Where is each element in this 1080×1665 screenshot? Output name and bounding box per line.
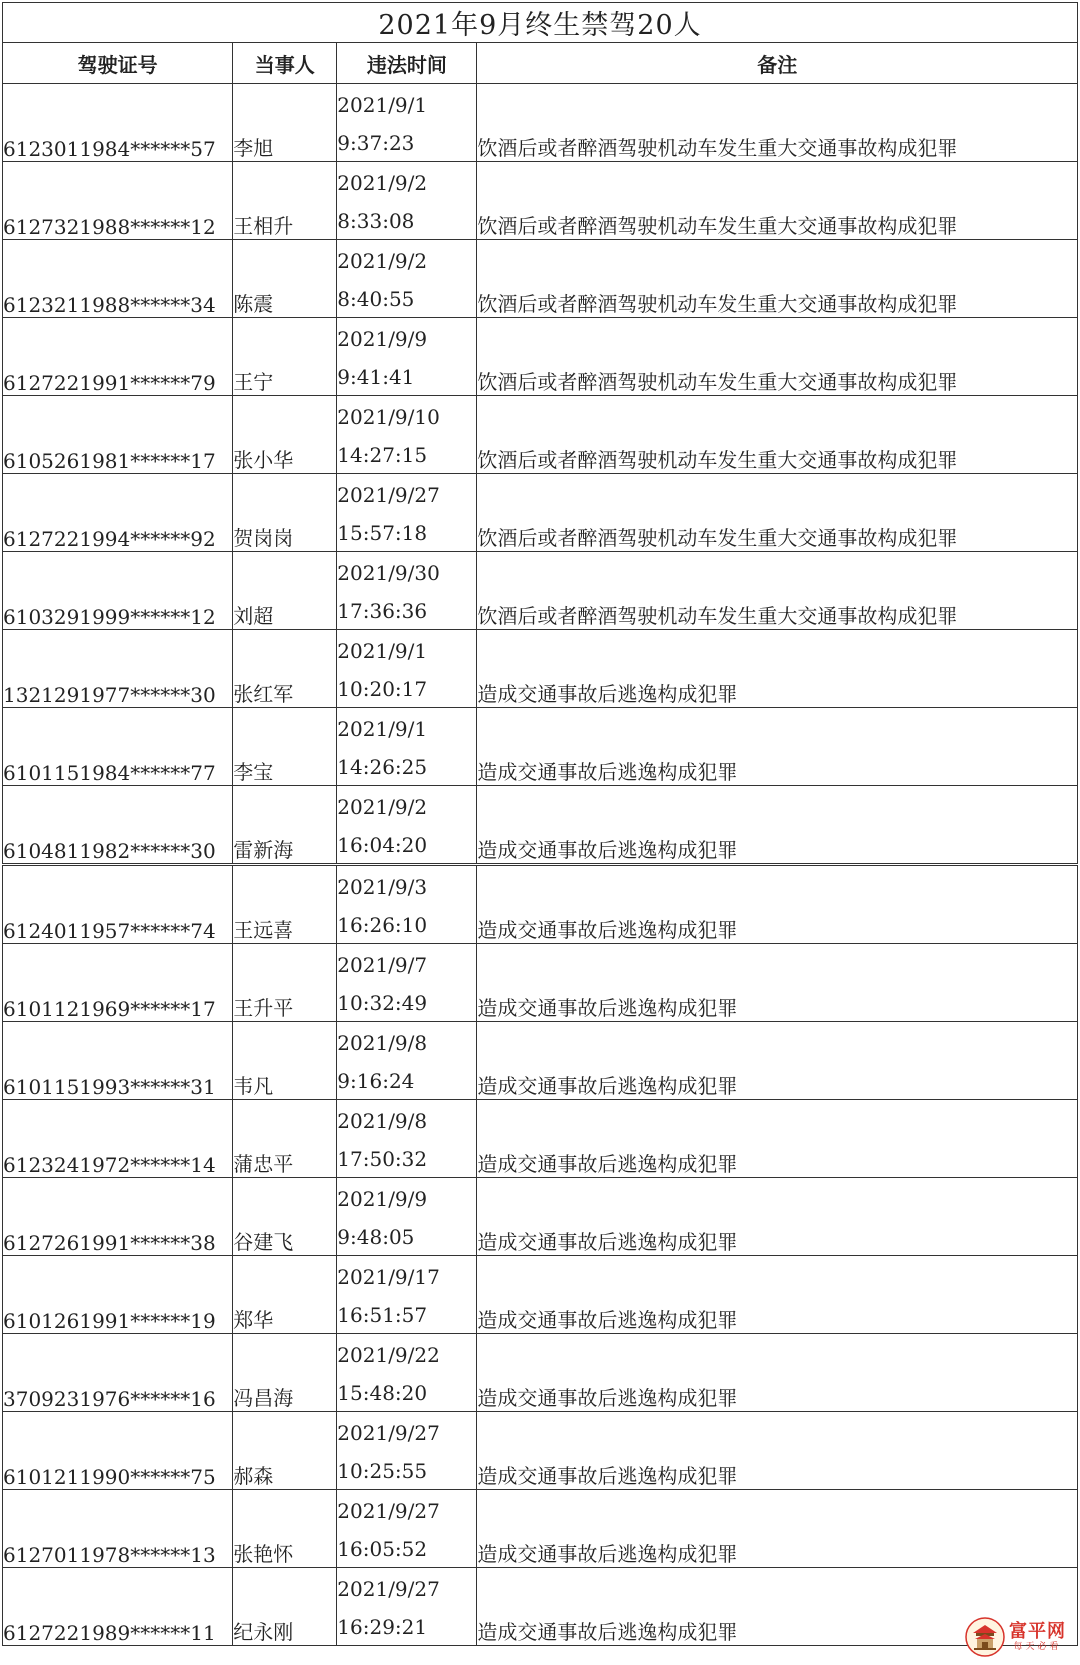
remarks-cell: 造成交通事故后逃逸构成犯罪	[477, 630, 1078, 708]
remarks-cell: 饮酒后或者醉酒驾驶机动车发生重大交通事故构成犯罪	[477, 396, 1078, 474]
violation-clock-time: 9:16:24	[337, 1069, 415, 1093]
table-row	[3, 630, 1078, 708]
remarks-cell: 造成交通事故后逃逸构成犯罪	[477, 1412, 1078, 1490]
table-row	[3, 84, 1078, 162]
remarks-cell: 造成交通事故后逃逸构成犯罪	[477, 786, 1078, 865]
party-name-cell: 蒲忠平	[233, 1100, 337, 1178]
violation-time-cell	[337, 865, 477, 944]
party-name-cell: 雷新海	[233, 786, 337, 865]
violation-clock-time: 16:26:10	[337, 913, 428, 937]
remarks-cell: 造成交通事故后逃逸构成犯罪	[477, 1100, 1078, 1178]
violation-clock-time: 15:57:18	[337, 521, 428, 545]
violation-time-cell	[337, 84, 477, 162]
table-row	[3, 1334, 1078, 1412]
license-number-cell: 6123211988******34	[3, 240, 233, 318]
violation-clock-time: 17:50:32	[337, 1147, 428, 1171]
violation-date: 2021/9/17	[337, 1265, 440, 1289]
party-name-cell: 张红军	[233, 630, 337, 708]
violation-date: 2021/9/27	[337, 1577, 440, 1601]
remarks-cell: 造成交通事故后逃逸构成犯罪	[477, 1022, 1078, 1100]
party-name-cell: 王宁	[233, 318, 337, 396]
party-name-cell: 陈震	[233, 240, 337, 318]
violation-date: 2021/9/1	[337, 717, 428, 741]
party-name-cell: 贺岗岗	[233, 474, 337, 552]
violation-date: 2021/9/2	[337, 795, 428, 819]
header-row	[3, 43, 1078, 84]
remarks-cell: 饮酒后或者醉酒驾驶机动车发生重大交通事故构成犯罪	[477, 318, 1078, 396]
violation-date: 2021/9/8	[337, 1031, 428, 1055]
violation-time-cell	[337, 630, 477, 708]
violation-clock-time: 16:05:52	[337, 1537, 428, 1561]
license-number-cell: 6127221991******79	[3, 318, 233, 396]
violation-clock-time: 16:29:21	[337, 1615, 428, 1639]
party-name-cell: 王升平	[233, 944, 337, 1022]
license-number-cell: 6123011984******57	[3, 84, 233, 162]
violation-time-cell	[337, 240, 477, 318]
violation-clock-time: 10:25:55	[337, 1459, 428, 1483]
remarks-cell: 造成交通事故后逃逸构成犯罪	[477, 1178, 1078, 1256]
violation-date: 2021/9/27	[337, 483, 440, 507]
remarks-cell: 饮酒后或者醉酒驾驶机动车发生重大交通事故构成犯罪	[477, 552, 1078, 630]
remarks-cell: 饮酒后或者醉酒驾驶机动车发生重大交通事故构成犯罪	[477, 162, 1078, 240]
watermark-sub-text: 每天必看	[1013, 1642, 1062, 1652]
ban-roster-table	[2, 2, 1078, 1646]
header-violation-time: 违法时间	[337, 43, 477, 84]
violation-clock-time: 16:04:20	[337, 833, 428, 857]
violation-date: 2021/9/9	[337, 327, 428, 351]
violation-clock-time: 9:41:41	[337, 365, 415, 389]
table-row	[3, 1022, 1078, 1100]
violation-time-cell	[337, 1178, 477, 1256]
violation-date: 2021/9/22	[337, 1343, 440, 1367]
violation-time-cell	[337, 1412, 477, 1490]
violation-time-cell	[337, 162, 477, 240]
remarks-cell: 饮酒后或者醉酒驾驶机动车发生重大交通事故构成犯罪	[477, 84, 1078, 162]
table-row	[3, 1178, 1078, 1256]
license-number-cell: 3709231976******16	[3, 1334, 233, 1412]
party-name-cell: 郝森	[233, 1412, 337, 1490]
remarks-cell: 造成交通事故后逃逸构成犯罪	[477, 1568, 1078, 1646]
violation-time-cell	[337, 786, 477, 865]
party-name-cell: 王相升	[233, 162, 337, 240]
table-row	[3, 1490, 1078, 1568]
violation-time-cell	[337, 318, 477, 396]
table-row	[3, 162, 1078, 240]
table-row	[3, 1100, 1078, 1178]
license-number-cell: 6124011957******74	[3, 865, 233, 944]
license-number-cell: 6127261991******38	[3, 1178, 233, 1256]
license-number-cell: 6104811982******30	[3, 786, 233, 865]
remarks-cell: 造成交通事故后逃逸构成犯罪	[477, 1256, 1078, 1334]
table-body	[3, 84, 1078, 1646]
header-license-number: 驾驶证号	[3, 43, 233, 84]
table-title: 2021年9月终生禁驾20人	[3, 3, 1078, 43]
party-name-cell: 谷建飞	[233, 1178, 337, 1256]
violation-time-cell	[337, 1022, 477, 1100]
violation-date: 2021/9/30	[337, 561, 440, 585]
violation-time-cell	[337, 396, 477, 474]
violation-date: 2021/9/1	[337, 93, 428, 117]
license-number-cell: 6101151984******77	[3, 708, 233, 786]
violation-time-cell	[337, 1568, 477, 1646]
violation-date: 2021/9/3	[337, 875, 428, 899]
table-row	[3, 1412, 1078, 1490]
table-row	[3, 240, 1078, 318]
violation-clock-time: 14:26:25	[337, 755, 428, 779]
violation-clock-time: 14:27:15	[337, 443, 428, 467]
violation-time-cell	[337, 944, 477, 1022]
table-row	[3, 474, 1078, 552]
party-name-cell: 冯昌海	[233, 1334, 337, 1412]
violation-clock-time: 15:48:20	[337, 1381, 428, 1405]
table-row	[3, 1256, 1078, 1334]
license-number-cell: 1321291977******30	[3, 630, 233, 708]
license-number-cell: 6105261981******17	[3, 396, 233, 474]
remarks-cell: 造成交通事故后逃逸构成犯罪	[477, 708, 1078, 786]
table-row	[3, 318, 1078, 396]
license-number-cell: 6127321988******12	[3, 162, 233, 240]
site-watermark	[965, 1617, 1066, 1657]
license-number-cell: 6101211990******75	[3, 1412, 233, 1490]
header-remarks: 备注	[477, 43, 1078, 84]
table-row	[3, 944, 1078, 1022]
remarks-cell: 饮酒后或者醉酒驾驶机动车发生重大交通事故构成犯罪	[477, 240, 1078, 318]
party-name-cell: 王远喜	[233, 865, 337, 944]
party-name-cell: 李旭	[233, 84, 337, 162]
party-name-cell: 韦凡	[233, 1022, 337, 1100]
remarks-cell: 造成交通事故后逃逸构成犯罪	[477, 865, 1078, 944]
violation-date: 2021/9/2	[337, 171, 428, 195]
license-number-cell: 6123241972******14	[3, 1100, 233, 1178]
license-number-cell: 6101261991******19	[3, 1256, 233, 1334]
party-name-cell: 张艳怀	[233, 1490, 337, 1568]
violation-clock-time: 9:37:23	[337, 131, 415, 155]
violation-date: 2021/9/27	[337, 1421, 440, 1445]
party-name-cell: 郑华	[233, 1256, 337, 1334]
violation-clock-time: 9:48:05	[337, 1225, 415, 1249]
violation-date: 2021/9/7	[337, 953, 428, 977]
party-name-cell: 刘超	[233, 552, 337, 630]
violation-date: 2021/9/27	[337, 1499, 440, 1523]
party-name-cell: 纪永刚	[233, 1568, 337, 1646]
table-row	[3, 708, 1078, 786]
violation-clock-time: 10:32:49	[337, 991, 428, 1015]
license-number-cell: 6127221994******92	[3, 474, 233, 552]
remarks-cell: 造成交通事故后逃逸构成犯罪	[477, 1490, 1078, 1568]
violation-date: 2021/9/8	[337, 1109, 428, 1133]
violation-time-cell	[337, 1490, 477, 1568]
remarks-cell: 造成交通事故后逃逸构成犯罪	[477, 944, 1078, 1022]
table-row	[3, 552, 1078, 630]
table-row	[3, 396, 1078, 474]
violation-clock-time: 8:40:55	[337, 287, 415, 311]
violation-clock-time: 17:36:36	[337, 599, 428, 623]
party-name-cell: 张小华	[233, 396, 337, 474]
table-row	[3, 786, 1078, 865]
violation-time-cell	[337, 1100, 477, 1178]
violation-date: 2021/9/10	[337, 405, 440, 429]
table-row	[3, 865, 1078, 944]
party-name-cell: 李宝	[233, 708, 337, 786]
violation-time-cell	[337, 474, 477, 552]
header-party: 当事人	[233, 43, 337, 84]
table-row	[3, 1568, 1078, 1646]
license-number-cell: 6127011978******13	[3, 1490, 233, 1568]
violation-time-cell	[337, 1334, 477, 1412]
remarks-cell: 饮酒后或者醉酒驾驶机动车发生重大交通事故构成犯罪	[477, 474, 1078, 552]
pagoda-logo-icon	[965, 1617, 1005, 1657]
violation-date: 2021/9/9	[337, 1187, 428, 1211]
violation-date: 2021/9/2	[337, 249, 428, 273]
violation-time-cell	[337, 708, 477, 786]
license-number-cell: 6101151993******31	[3, 1022, 233, 1100]
violation-time-cell	[337, 1256, 477, 1334]
violation-date: 2021/9/1	[337, 639, 428, 663]
violation-clock-time: 10:20:17	[337, 677, 428, 701]
violation-clock-time: 8:33:08	[337, 209, 415, 233]
violation-time-cell	[337, 552, 477, 630]
remarks-cell: 造成交通事故后逃逸构成犯罪	[477, 1334, 1078, 1412]
license-number-cell: 6101121969******17	[3, 944, 233, 1022]
watermark-main-text: 富平网	[1009, 1621, 1066, 1642]
license-number-cell: 6103291999******12	[3, 552, 233, 630]
violation-clock-time: 16:51:57	[337, 1303, 428, 1327]
license-number-cell: 6127221989******11	[3, 1568, 233, 1646]
